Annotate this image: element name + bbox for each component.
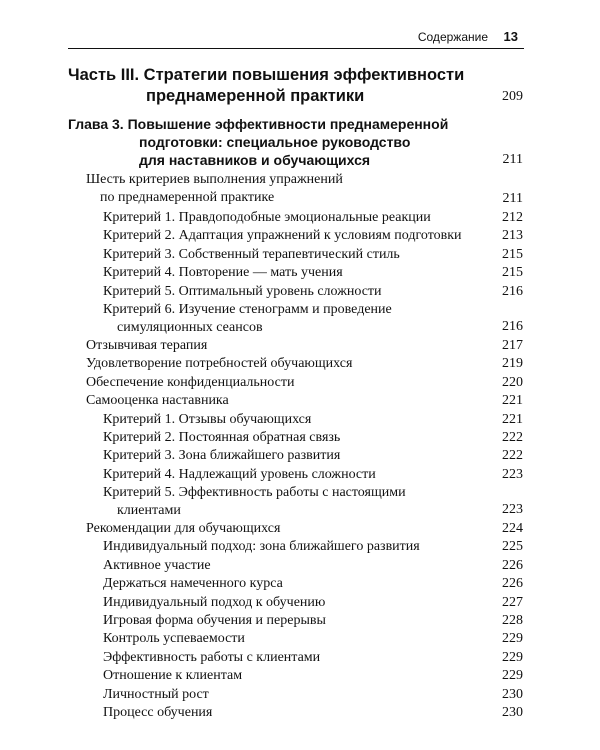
toc-entry-page: 229 (502, 668, 523, 684)
toc-entry (0, 484, 600, 520)
toc-entry-page: 216 (502, 318, 523, 334)
toc-entry (0, 374, 600, 392)
toc-entry-page: 215 (502, 265, 523, 281)
toc-chapter-heading (68, 115, 523, 169)
toc-entry-title: Эффективность работы с клиентами (103, 649, 321, 665)
toc-entry-page: 219 (502, 356, 523, 372)
toc-entry-title: Критерий 4. Повторение — мать учения (103, 265, 343, 281)
toc-entry-title: Критерий 3. Собственный терапевтический стиль (103, 246, 400, 262)
toc-entry-title: Критерий 6. Изучение стенограмм и проведение симуляционных сеансов (103, 301, 392, 335)
toc-entry (0, 575, 600, 593)
toc-entry (0, 466, 600, 484)
toc-entry-title: Отношение к клиентам (103, 668, 243, 684)
toc-entry (0, 447, 600, 465)
toc-entry (0, 667, 600, 685)
toc-entry-page: 229 (502, 631, 523, 647)
running-header-page-number: 13 (503, 29, 518, 44)
toc-entry-title: Индивидуальный подход: зона ближайшего развития (103, 539, 420, 555)
toc-entry-page: 221 (502, 393, 523, 409)
toc-entry (0, 630, 600, 648)
part-page: 209 (502, 89, 523, 104)
toc-entry-page: 228 (502, 613, 523, 629)
toc-entry (0, 301, 600, 337)
running-header (68, 30, 524, 49)
toc-entry-title: Игровая форма обучения и перерывы (103, 613, 326, 629)
toc-entry-title: Индивидуальный подход к обучению (103, 594, 326, 610)
toc-entry (0, 209, 600, 227)
toc-entry (0, 264, 600, 282)
toc-entry-title: Самооценка наставника (86, 393, 229, 409)
toc-entry (0, 227, 600, 245)
toc-entry-page: 226 (502, 557, 523, 573)
toc-entry-title: Критерий 2. Адаптация упражнений к условиям подготовки (103, 228, 462, 244)
toc-entry (0, 392, 600, 410)
part-title-line2: преднамеренной практики (146, 87, 365, 105)
toc-entry-page: 212 (502, 210, 523, 225)
toc-entry-page: 224 (502, 521, 523, 537)
toc-entry (0, 283, 600, 301)
toc-entry-title: Критерий 4. Надлежащий уровень сложности (103, 466, 376, 482)
chapter-title-line1: Глава 3. Повышение эффективности преднамеренной (68, 116, 449, 132)
toc-entry-page: 216 (502, 283, 523, 299)
toc-entry (0, 337, 600, 355)
toc-entry-title: Критерий 3. Зона ближайшего развития (103, 448, 341, 464)
running-header-section: Содержание (417, 30, 488, 44)
toc-entry-page: 226 (502, 576, 523, 592)
toc-entry-title: Активное участие (103, 557, 211, 573)
toc-entry-page: 230 (502, 704, 523, 720)
toc-entry-title: Шесть критериев выполнения упражнений по преднамеренной практике (86, 172, 343, 205)
toc-entry (0, 538, 600, 556)
toc-entry (0, 594, 600, 612)
toc-entry-page: 227 (502, 594, 523, 610)
toc-entry-page: 222 (502, 429, 523, 445)
chapter-page: 211 (502, 152, 523, 167)
toc-entry-title: Критерий 2. Постоянная обратная связь (103, 429, 341, 445)
toc-entry-page: 230 (502, 686, 523, 702)
toc-entry-title: Критерий 5. Оптимальный уровень сложности (103, 283, 382, 299)
toc-entry (0, 246, 600, 264)
toc-entry-page: 213 (502, 228, 523, 244)
toc-entries (0, 171, 600, 722)
toc-entry-title: Держаться намеченного курса (103, 576, 283, 592)
toc-entry (0, 355, 600, 373)
toc-entry (0, 612, 600, 630)
toc-entry (0, 557, 600, 575)
toc-entry-page: 222 (502, 448, 523, 464)
toc-entry-page: 223 (502, 502, 523, 518)
part-title-line1: Часть III. Стратегии повышения эффективности (68, 66, 465, 84)
toc-entry (0, 686, 600, 704)
toc-entry-title: Критерий 5. Эффективность работы с настоящими клиентами (103, 485, 406, 519)
toc-entry (0, 411, 600, 429)
toc-entry (0, 171, 600, 209)
toc-entry (0, 429, 600, 447)
toc-part-heading (68, 65, 523, 107)
toc-entry-title: Критерий 1. Правдоподобные эмоциональные реакции (103, 210, 431, 225)
toc-entry-title: Рекомендации для обучающихся (86, 521, 281, 537)
toc-entry-page: 229 (502, 649, 523, 665)
toc-entry-title: Обеспечение конфиденциальности (86, 374, 295, 390)
toc-entry-page: 225 (502, 539, 523, 555)
chapter-title-line2: подготовки: специальное руководство (139, 134, 411, 150)
toc-entry-page: 215 (502, 246, 523, 262)
toc-entry-page: 221 (502, 411, 523, 427)
toc-entry (0, 704, 600, 722)
toc-entry-title: Удовлетворение потребностей обучающихся (86, 356, 353, 372)
toc-entry-title: Контроль успеваемости (103, 631, 245, 647)
toc-entry-page: 217 (502, 337, 523, 353)
toc-entry-title: Процесс обучения (103, 704, 213, 720)
toc-entry-page: 223 (502, 466, 523, 482)
toc-entry (0, 649, 600, 667)
toc-entry (0, 520, 600, 538)
toc-entry-title: Критерий 1. Отзывы обучающихся (103, 411, 312, 427)
toc-entry-title: Отзывчивая терапия (86, 337, 208, 353)
chapter-title-line3: для наставников и обучающихся (139, 152, 371, 168)
toc-entry-title: Личностный рост (103, 686, 209, 702)
toc-entry-page: 220 (502, 374, 523, 390)
toc-entry-page: 211 (502, 191, 523, 206)
